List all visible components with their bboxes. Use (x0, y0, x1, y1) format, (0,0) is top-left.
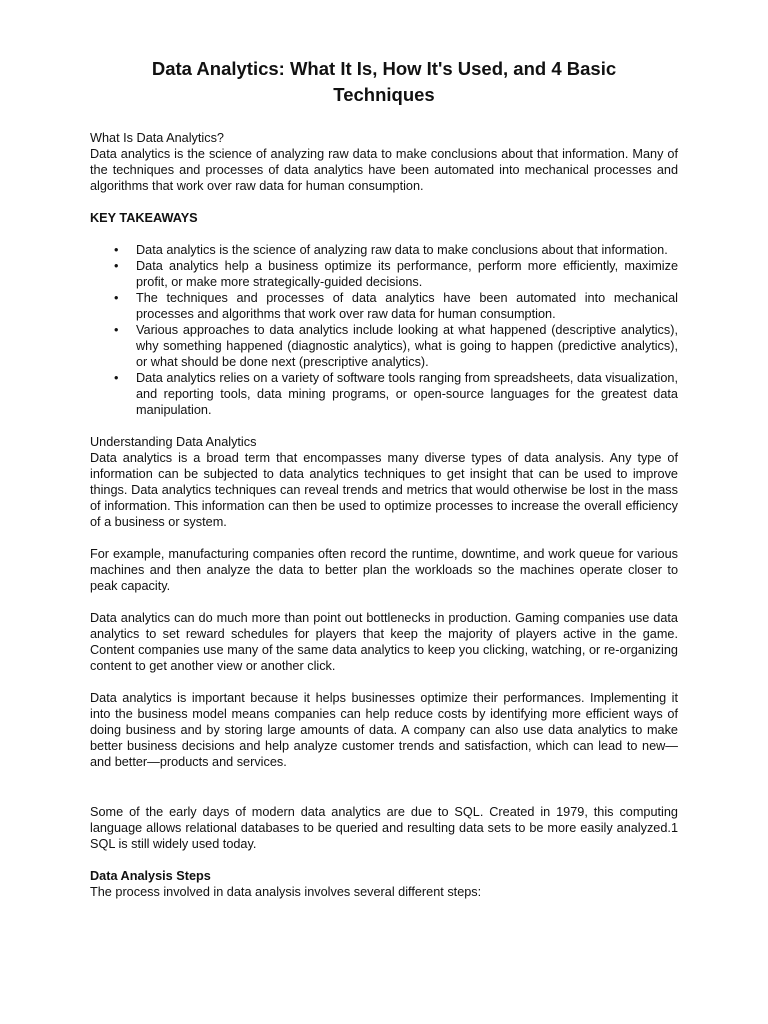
paragraph: Data analytics can do much more than point out bottlenecks in production. Gaming companies use data analytics to set reward schedules for players that keep the majority of players active in the game. Content companies use many of the same data analytics to keep you clicking, watching, or re-organizing content to get another view or another click. (90, 611, 678, 673)
bullet-icon: • (114, 371, 119, 385)
bullet-icon: • (114, 291, 119, 305)
list-item (90, 290, 678, 322)
paragraph: Data analytics is important because it helps businesses optimize their performances. Implementing it into the business model means companies can help reduce costs by identifying more efficient ways of doing business and by storing large amounts of data. A company can also use data analytics to make better business decisions and help analyze customer trends and satisfaction, which can lead to new—and better—products and services. (90, 691, 678, 769)
list-item-text: Data analytics relies on a variety of software tools ranging from spreadsheets, data visualization, and reporting tools, data mining programs, or open-source languages for the greatest data manipulation. (136, 371, 678, 417)
paragraph: For example, manufacturing companies often record the runtime, downtime, and work queue for various machines and then analyze the data to better plan the workloads so the machines operate closer to peak capacity. (90, 547, 678, 593)
section-heading-understanding: Understanding Data Analytics (90, 435, 257, 449)
bullet-icon: • (114, 323, 119, 337)
document-page (90, 56, 678, 900)
list-item-text: Data analytics is the science of analyzing raw data to make conclusions about that information. (136, 243, 668, 257)
section-body-steps: The process involved in data analysis involves several different steps: (90, 885, 482, 899)
key-takeaways-list (90, 242, 678, 418)
list-item-text: The techniques and processes of data analytics have been automated into mechanical processes and algorithms that work over raw data for human consumption. (136, 291, 678, 321)
key-takeaways-heading: KEY TAKEAWAYS (90, 211, 198, 225)
section-heading-steps: Data Analysis Steps (90, 869, 211, 883)
list-item-text: Data analytics help a business optimize its performance, perform more efficiently, maximize profit, or make more strategically-guided decisions. (136, 259, 678, 289)
paragraph: Data analytics is a broad term that encompasses many diverse types of data analysis. Any type of information can be subjected to data analytics techniques to get insight that can be used to improve things. Data analytics techniques can reveal trends and metrics that would otherwise be lost in the mass of information. This information can then be used to optimize processes to increase the overall efficiency of a business or system. (90, 451, 678, 529)
paragraph: Some of the early days of modern data analytics are due to SQL. Created in 1979, this computing language allows relational databases to be queried and resulting data sets to be more easily analyzed.1 SQL is still widely used today. (90, 805, 678, 851)
list-item (90, 370, 678, 418)
bullet-icon: • (114, 243, 119, 257)
section-body-what-is: Data analytics is the science of analyzing raw data to make conclusions about that information. Many of the techniques and processes of data analytics have been automated into mechanical processes and algorithms that work over raw data for human consumption. (90, 147, 678, 193)
list-item-text: Various approaches to data analytics include looking at what happened (descriptive analytics), why something happened (diagnostic analytics), what is going to happen (predictive analytics), or what should be done next (prescriptive analytics). (136, 323, 678, 369)
list-item (90, 258, 678, 290)
section-heading-what-is: What Is Data Analytics? (90, 131, 224, 145)
document-title: Data Analytics: What It Is, How It's Used, and 4 Basic Techniques (151, 58, 617, 105)
bullet-icon: • (114, 259, 119, 273)
list-item (90, 242, 678, 258)
list-item (90, 322, 678, 370)
